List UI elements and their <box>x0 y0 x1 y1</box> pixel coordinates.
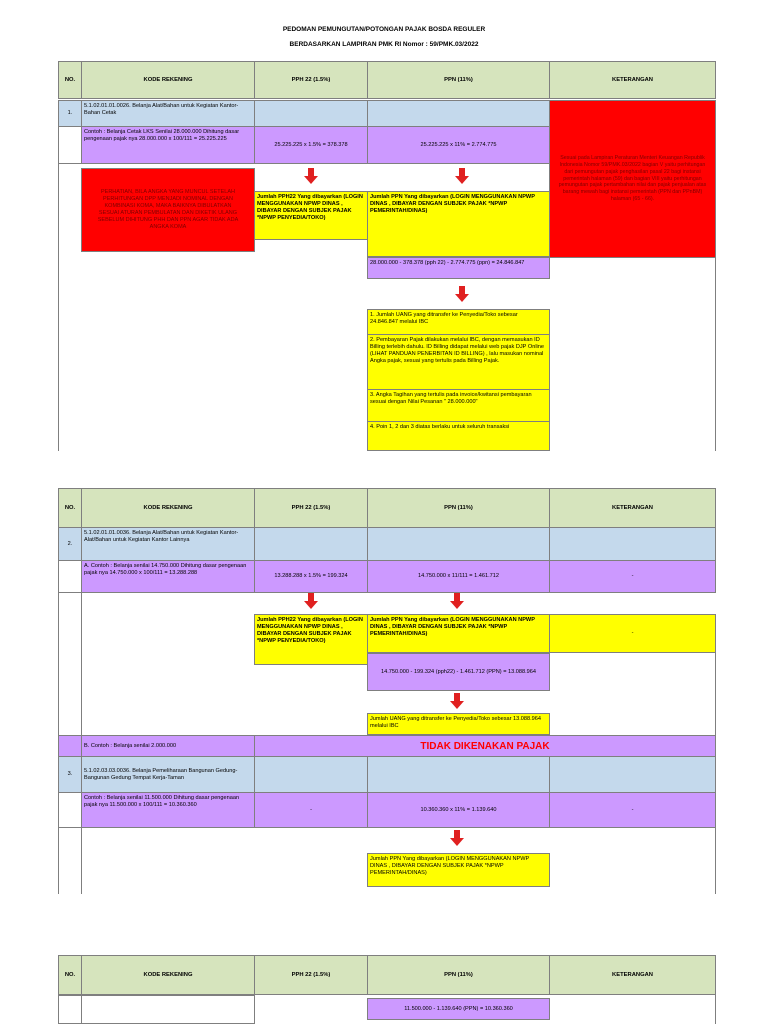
header-kode: KODE REKENING <box>81 61 255 99</box>
kode-rekening: 5.1.02.03.03.0036. Belanja Pemeliharaan Bangunan Gedung- Bangunan Gedung Tempat Kerja-Taman <box>81 756 255 793</box>
ppn-calculation: 25.225.225 x 11% = 2.774.775 <box>367 126 550 164</box>
header-kode: KODE REKENING <box>81 488 255 528</box>
pph-payment-box: Jumlah PPH22 Yang dibayarkan (LOGIN MENGGUNAKAN NPWP DINAS , DIBAYAR DENGAN SUBJEK PAJAK *NPWP PENYEDIA/TOKO) <box>254 191 368 240</box>
table-border <box>81 593 82 735</box>
empty-cell <box>549 527 716 561</box>
note-2: 2. Pembayaran Pajak dilakukan melalui IBC, dengan memasukan ID Billing terlebih dahulu. ID Billing didapat melalui web pajak DJP Online (LIHAT PANDUAN PENERBITAN ID BILLING) , lalu masukan nominal Angka pajak, sesuai yang tertulis pada Billing Pajak. <box>367 334 550 390</box>
table-border <box>715 995 716 1024</box>
empty-cell <box>254 756 368 793</box>
header-kode: KODE REKENING <box>81 955 255 995</box>
note-4: 4. Poin 1, 2 dan 3 diatas berlaku untuk seluruh transaksi <box>367 421 550 451</box>
document-subtitle: BERDASARKAN LAMPIRAN PMK RI Nomor : 59/PMK.03/2022 <box>289 41 479 48</box>
ppn-payment-box: Jumlah PPN Yang dibayarkan (LOGIN MENGGUNAKAN NPWP DINAS , DIBAYAR DENGAN SUBJEK PAJAK *NPWP PEMERINTAH/DINAS) <box>367 191 550 257</box>
row-number: 2. <box>58 527 82 561</box>
table-border <box>58 828 59 894</box>
empty-cell <box>254 100 368 127</box>
header-keterangan: KETERANGAN <box>549 955 716 995</box>
keterangan-dash: - <box>549 560 716 593</box>
warning-note: PERHATIAN, BILA ANGKA YANG MUNCUL SETELAH PERHITUNGAN DPP MENJADI NOMINAL DENGAN KOMBINASI KOMA, MAKA BAIKNYA DIBULATKAN SESUAI ATURAN PEMBULATAN DAN DIKETIK ULANG SEBELUM DIHITUNG PHH DAN PPN AGAR TIDAK ADA ANGKA KOMA <box>81 168 255 252</box>
header-no: NO. <box>58 955 82 995</box>
header-pph: PPH 22 (1.5%) <box>254 488 368 528</box>
header-no: NO. <box>58 488 82 528</box>
table-border <box>58 593 59 735</box>
pph-payment-box: Jumlah PPH22 Yang dibayarkan (LOGIN MENGGUNAKAN NPWP DINAS , DIBAYAR DENGAN SUBJEK PAJAK *NPWP PENYEDIA/TOKO) <box>254 614 368 665</box>
contoh-text: Contoh : Belanja senilai 11.500.000 Dihitung dasar pengenaan pajak nya 11.500.000 x 100/111 = 10.360.360 <box>81 792 255 828</box>
down-arrow-icon <box>304 593 318 609</box>
ppn-calculation: 10.360.360 x 11% = 1.139.640 <box>367 792 550 828</box>
down-arrow-icon <box>450 693 464 709</box>
kode-rekening: 5.1.02.01.01.0036. Belanja Alat/Bahan untuk Kegiatan Kantor- Alat/Bahan untuk Kegiatan Kantor Lainnya <box>81 527 255 561</box>
empty-cell <box>58 995 82 1024</box>
row-number: 1. <box>58 100 82 127</box>
empty-cell <box>58 735 82 757</box>
empty-cell <box>367 100 550 127</box>
header-ppn: PPN (11%) <box>367 955 550 995</box>
pph-dash: - <box>254 792 368 828</box>
transfer-note: Jumlah UANG yang ditransfer ke Penyedia/Toko sebesar 13.088.964 melalui IBC <box>367 713 550 735</box>
document-title: PEDOMAN PEMUNGUTAN/POTONGAN PAJAK BOSDA REGULER <box>282 26 486 33</box>
empty-cell <box>58 126 82 164</box>
header-pph: PPH 22 (1.5%) <box>254 955 368 995</box>
note-1: 1. Jumlah UANG yang ditransfer ke Penyedia/Toko sebesar 24.846.847 melalui IBC <box>367 309 550 335</box>
ppn-payment-box: Jumlah PPN Yang dibayarkan (LOGIN MENGGUNAKAN NPWP DINAS , DIBAYAR DENGAN SUBJEK PAJAK *NPWP PEMERINTAH/DINAS) <box>367 853 550 887</box>
header-pph: PPH 22 (1.5%) <box>254 61 368 99</box>
net-calculation: 14.750.000 - 199.324 (pph22) - 1.461.712 (PPN) = 13.088.964 <box>367 653 550 691</box>
ppn-calculation: 14.750.000 x 11/111 = 1.461.712 <box>367 560 550 593</box>
no-tax-banner <box>254 735 716 757</box>
table-border <box>715 828 716 894</box>
pph-calculation: 13.288.288 x 1.5% = 199.324 <box>254 560 368 593</box>
empty-cell <box>367 756 550 793</box>
contoh-b-text: B. Contoh : Belanja senilai 2.000.000 <box>81 735 255 757</box>
table-border <box>715 653 716 735</box>
header-ppn: PPN (11%) <box>367 61 550 99</box>
net-calculation: 11.500.000 - 1.139.640 (PPN) = 10.360.360 <box>367 998 550 1020</box>
net-calculation: 28.000.000 - 378.378 (pph 22) - 2.774.775 (ppn) = 24.846.847 <box>367 257 550 279</box>
keterangan-dash: - <box>549 614 716 653</box>
down-arrow-icon <box>450 830 464 846</box>
header-no: NO. <box>58 61 82 99</box>
table-border <box>81 828 82 894</box>
kode-rekening: 5.1.02.01.01.0026. Belanja Alat/Bahan untuk Kegiatan Kantor- Bahan Cetak <box>81 100 255 127</box>
header-keterangan: KETERANGAN <box>549 61 716 99</box>
down-arrow-icon <box>455 286 469 302</box>
table-border <box>58 164 59 451</box>
row-number: 3. <box>58 756 82 793</box>
ppn-payment-box: Jumlah PPN Yang dibayarkan (LOGIN MENGGUNAKAN NPWP DINAS , DIBAYAR DENGAN SUBJEK PAJAK *NPWP PEMERINTAH/DINAS) <box>367 614 550 653</box>
down-arrow-icon <box>455 168 469 184</box>
empty-cell <box>549 756 716 793</box>
contoh-a-text: A. Contoh : Belanja senilai 14.750.000 Dihitung dasar pengenaan pajak nya 14.750.000 x 100/111 = 13.288.288 <box>81 560 255 593</box>
no-tax-label: TIDAK DIKENAKAN PAJAK <box>420 740 550 752</box>
down-arrow-icon <box>450 593 464 609</box>
empty-cell <box>367 527 550 561</box>
pph-calculation: 25.225.225 x 1.5% = 378.378 <box>254 126 368 164</box>
down-arrow-icon <box>304 168 318 184</box>
empty-cell <box>81 995 255 1024</box>
empty-cell <box>58 792 82 828</box>
table-border <box>715 258 716 451</box>
empty-cell <box>254 527 368 561</box>
note-3: 3. Angka Tagihan yang tertulis pada invoice/kwitansi pembayaran sesuai dengan Nilai Pesanan " 28.000.000" <box>367 389 550 422</box>
header-ppn: PPN (11%) <box>367 488 550 528</box>
keterangan-note: Sesuai pada Lampiran Peraturan Menteri Keuangan Republik Indonesia Nomor 59/PMK.03/2022 bagian V yaitu perhitungan dari pemungutan pajak penghasilan pasal 22 bagi instansi pemerintah halaman (59) dan bagian VIII yaitu perhitungan pemungutan pajak pertambahan nilai dan pajak penjualan atas barang mewah bagi instansi pemerintah (PPN dan PPnBM) halaman (65 - 66). <box>549 100 716 258</box>
header-keterangan: KETERANGAN <box>549 488 716 528</box>
contoh-text: Contoh : Belanja Cetak LKS Senilai 28.000.000 Dihitung dasar pengenaan pajak nya 28.000.000 x 100/111 = 25.225.225 <box>81 126 255 164</box>
keterangan-dash: - <box>549 792 716 828</box>
empty-cell <box>58 560 82 593</box>
